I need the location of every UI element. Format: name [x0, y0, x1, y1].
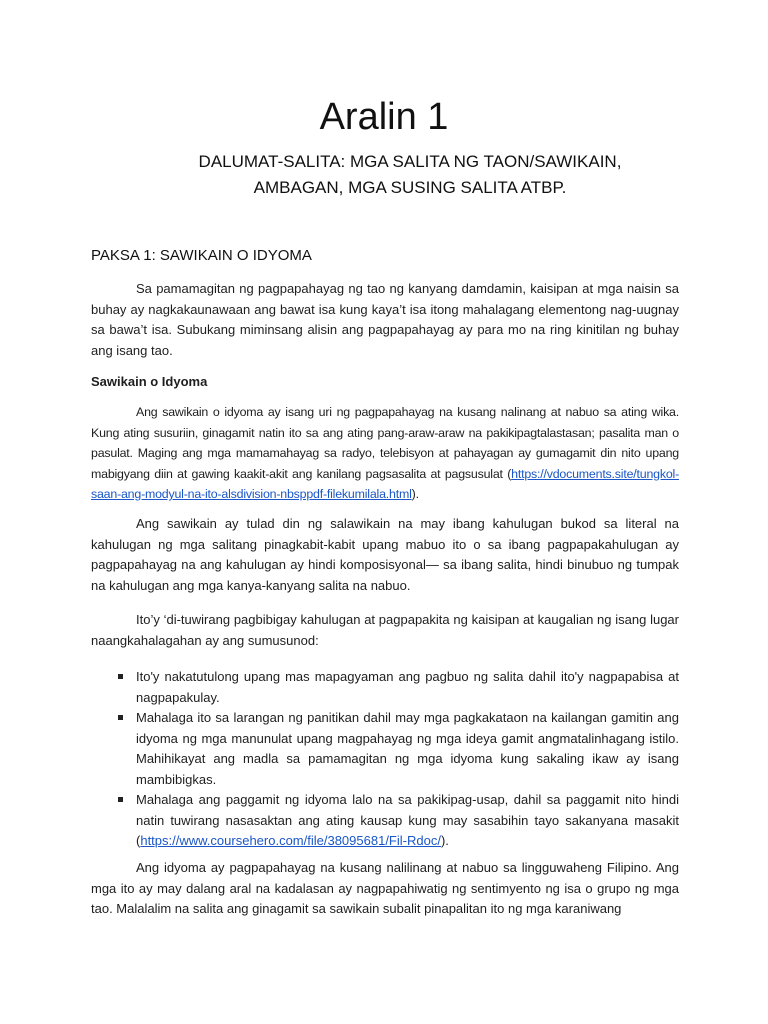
section-heading: PAKSA 1: SAWIKAIN O IDYOMA	[91, 247, 312, 264]
bullet-item-3-text-b: ).	[440, 833, 449, 848]
paragraph-2-text-a: Ang sawikain o idyoma ay isang uri ng pagpapahayag na kusang nalinang at nabuo sa ating wika. Kung ating susuriin, ginagamit natin ito sa ang ating pang-araw-araw na pakikipagtalastasan; pasalita man o pasulat. Maging ang mga mamamahayag sa radyo, telebisyon at pahayagan ay gumagamit din nito upang mabigyang diin at gawing kaakit-akit ang kanilang pagsasalita at pagsusulat (	[91, 405, 679, 481]
bullet-item-2	[91, 708, 679, 790]
paragraph-2	[91, 402, 679, 505]
bullet-list-block	[91, 667, 679, 852]
bullet-item-3	[91, 790, 679, 852]
paragraph-5: Ang idyoma ay pagpapahayag na kusang nalilinang at nabuo sa lingguwaheng Filipino. Ang mga ito ay may dalang aral na kadalasan ay nagpapahiwatig ng sentimyento ng isa o grupo ng mga tao. Malalalim na salita ang ginagamit sa sawikain subalit pinapalitan ito ng mga karaniwang	[91, 860, 679, 916]
subtitle-line-1: DALUMAT-SALITA: MGA SALITA NG TAON/SAWIKAIN,	[198, 152, 622, 171]
subheading: Sawikain o Idyoma	[91, 374, 208, 389]
bullet-item-1-text: Ito'y nakatutulong upang mas mapagyaman ang pagbuo ng salita dahil ito'y nagpapabisa at nagpapakulay.	[136, 669, 679, 705]
paragraph-2-text-b: ).	[411, 487, 419, 501]
intro-paragraph: Sa pamamagitan ng pagpapahayag ng tao ng kanyang damdamin, kaisipan at mga naisin sa buhay ay nagkakaunawaan ang bawat isa kung kaya’t isa itong mahalagang elementong nag-uugnay sa bawa’t isa. Subukang miminsang alisin ang pagpapahayag ay para mo na ring kinitilan ng buhay ang isang tao.	[91, 281, 679, 358]
title-text: Aralin 1	[319, 96, 449, 138]
bullet-item-2-text: Mahalaga ito sa larangan ng panitikan dahil may mga pagkakataon na kailangan gamitin ang idyoma ng mga manunulat upang magpahayag ng mga ideya gamit angmatalinhagang istilo. Mahihikayat ang madla sa pamamagitan ng mga idyoma kung sakaling ikaw ay isang mambibigkas.	[136, 710, 679, 787]
bullet-marker-icon	[118, 797, 123, 802]
bullet-list	[91, 667, 679, 852]
source-link-1[interactable]: https://vdocuments.site/tungkol-saan-ang-modyul-na-ito-alsdivision-nbsppdf-filekumilala.html	[91, 466, 679, 501]
bullet-marker-icon	[118, 715, 123, 720]
paragraph-4: Ito’y ‘di-tuwirang pagbibigay kahulugan at pagpapakita ng kaisipan at kaugalian ng isang lugar naangkahalagahan ay ang sumusunod:	[91, 612, 679, 648]
bullet-item-3-text-a: Mahalaga ang paggamit ng idyoma lalo na sa pakikipag-usap, dahil sa paggamit nito hindi natin tuwirang nasasaktan ang ating kausap kung may sasabihin tayo sakanyana masakit (	[136, 792, 679, 848]
bullet-item-1	[91, 667, 679, 708]
source-link-2[interactable]: https://www.coursehero.com/file/38095681/Fil-Rdoc/	[140, 833, 441, 848]
page-subtitle	[150, 149, 670, 201]
paragraph-4-block	[91, 610, 679, 651]
page-title	[0, 96, 768, 139]
paragraph-3: Ang sawikain ay tulad din ng salawikain na may ibang kahulugan bukod sa literal na kahulugan ng mga salitang pinagkabit-kabit upang mabuo ito o sa ibang pagpapakahulugan ay pagpapahayag na ang kahulugan ay hindi komposisyonal— sa ibang salita, hindi binubuo ng tumpak na kahulugan ang mga kanya-kanyang salita na nabuo.	[91, 516, 679, 593]
subtitle-line-2: AMBAGAN, MGA SUSING SALITA ATBP.	[253, 178, 567, 197]
paragraph-5-block	[91, 858, 679, 920]
subheading-block	[91, 372, 679, 393]
bullet-marker-icon	[118, 674, 123, 679]
paragraph-2-block	[91, 402, 679, 505]
intro-paragraph-block	[91, 279, 679, 361]
paragraph-3-block	[91, 514, 679, 596]
